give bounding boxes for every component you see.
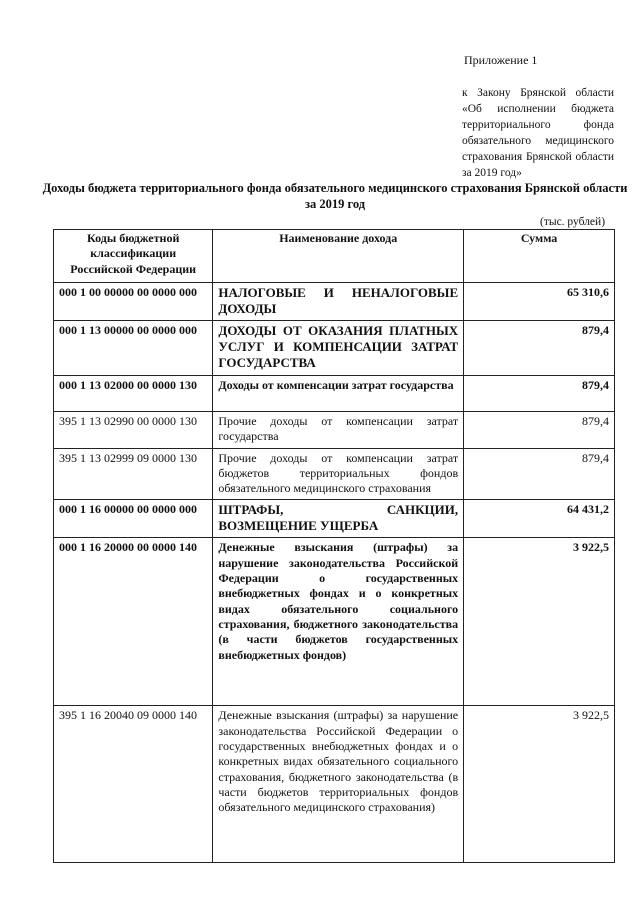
row-code: 395 1 13 02990 00 0000 130 <box>54 412 213 449</box>
row-name: ШТРАФЫ, САНКЦИИ, ВОЗМЕЩЕНИЕ УЩЕРБА <box>213 500 464 538</box>
table-row <box>54 283 615 321</box>
row-code: 000 1 16 20000 00 0000 140 <box>54 538 213 706</box>
units-label: (тыс. рублей) <box>540 216 606 228</box>
row-name: Денежные взыскания (штрафы) за нарушение законодательства Российской Федерации о государственных внебюджетных фондах и о конкретных видах обязательного социального страхования, бюджетного законодательства (в части бюджетов государственных внебюджетных фондов) <box>213 538 464 706</box>
table-row <box>54 376 615 412</box>
table-row <box>54 448 615 500</box>
column-header-sum: Сумма <box>464 230 615 283</box>
row-sum: 879,4 <box>464 412 615 449</box>
row-sum: 3 922,5 <box>464 706 615 863</box>
row-sum: 65 310,6 <box>464 283 615 321</box>
income-table <box>53 229 615 863</box>
row-sum: 64 431,2 <box>464 500 615 538</box>
column-header-name: Наименование дохода <box>213 230 464 283</box>
table-header-row <box>54 230 615 283</box>
row-name: Денежные взыскания (штрафы) за нарушение законодательства Российской Федерации о государственных внебюджетных фондах и о конкретных видах обязательного социального страхования, бюджетного законодательства (в части бюджетов территориальных фондов обязательного медицинского страхования) <box>213 706 464 863</box>
row-name: ДОХОДЫ ОТ ОКАЗАНИЯ ПЛАТНЫХ УСЛУГ И КОМПЕНСАЦИИ ЗАТРАТ ГОСУДАРСТВА <box>213 321 464 376</box>
table-row <box>54 321 615 376</box>
document-title: Доходы бюджета территориального фонда обязательного медицинского страхования Брянской области за 2019 год <box>42 181 628 211</box>
row-code: 000 1 16 00000 00 0000 000 <box>54 500 213 538</box>
table-row <box>54 706 615 863</box>
row-name: Доходы от компенсации затрат государства <box>213 376 464 412</box>
row-name: Прочие доходы от компенсации затрат государства <box>213 412 464 449</box>
row-sum: 879,4 <box>464 321 615 376</box>
row-code: 000 1 00 00000 00 0000 000 <box>54 283 213 321</box>
row-name: Прочие доходы от компенсации затрат бюджетов территориальных фондов обязательного медицинского страхования <box>213 448 464 500</box>
table-row <box>54 500 615 538</box>
row-code: 000 1 13 00000 00 0000 000 <box>54 321 213 376</box>
column-header-code: Коды бюджетной классификации Российской Федерации <box>54 230 213 283</box>
law-reference: к Закону Брянской области «Об исполнении бюджета территориального фонда обязательного медицинского страхования Брянской области за 2019 год» <box>462 87 614 179</box>
appendix-label: Приложение 1 <box>464 53 538 67</box>
row-sum: 879,4 <box>464 448 615 500</box>
row-name: НАЛОГОВЫЕ И НЕНАЛОГОВЫЕ ДОХОДЫ <box>213 283 464 321</box>
row-code: 395 1 16 20040 09 0000 140 <box>54 706 213 863</box>
row-code: 000 1 13 02000 00 0000 130 <box>54 376 213 412</box>
table-row <box>54 538 615 706</box>
table-row <box>54 412 615 449</box>
row-code: 395 1 13 02999 09 0000 130 <box>54 448 213 500</box>
row-sum: 3 922,5 <box>464 538 615 706</box>
row-sum: 879,4 <box>464 376 615 412</box>
